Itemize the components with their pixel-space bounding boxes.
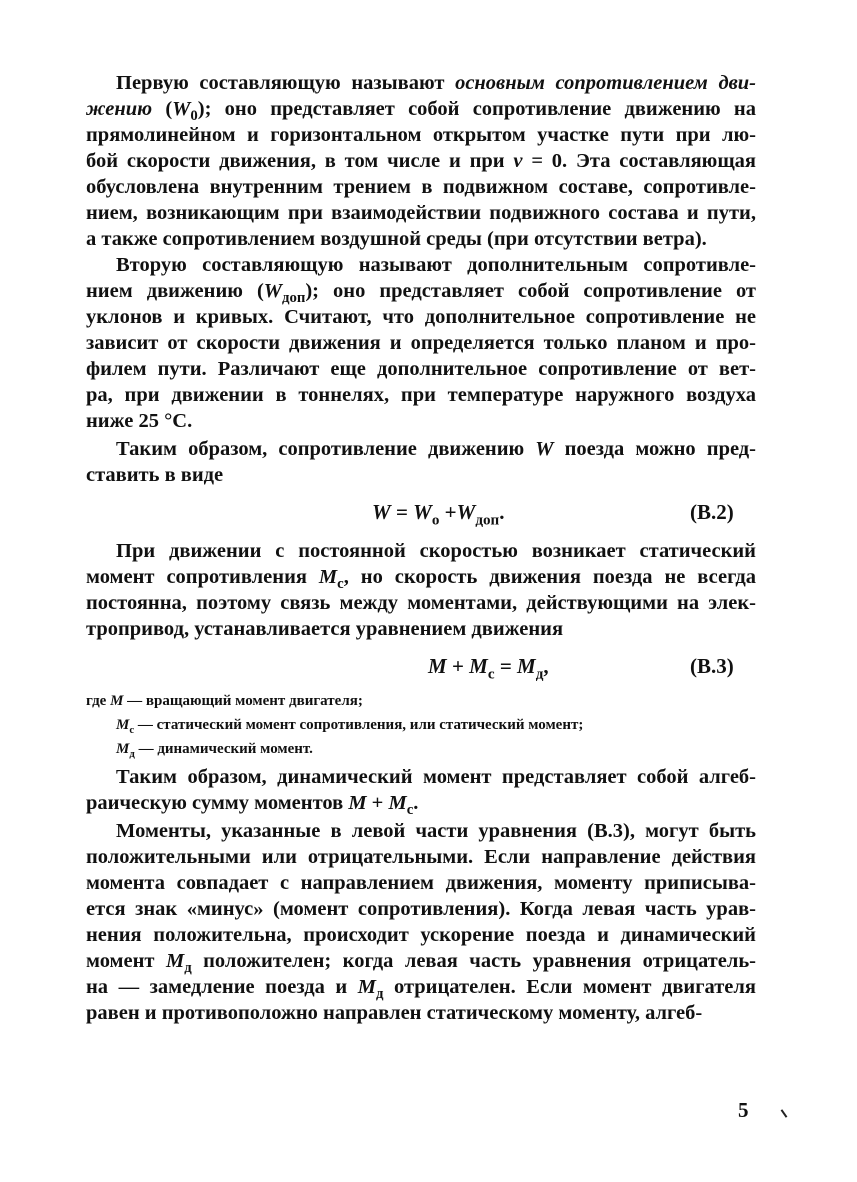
text-run: 0: [190, 108, 198, 125]
scan-mark: [781, 1109, 788, 1118]
text-run: о: [431, 512, 440, 529]
text-run: W: [413, 500, 432, 524]
text-run: на — замедление поезда и: [86, 976, 358, 998]
text-run: =: [390, 500, 414, 524]
text-run: (: [152, 98, 173, 120]
text-run: ,: [543, 654, 549, 678]
text-line-p1-4: [86, 148, 756, 174]
text-run: — динамический момент.: [134, 741, 313, 757]
text-run: M: [388, 792, 407, 814]
text-run: поезда можно пред-: [553, 438, 756, 460]
text-line-p4-4: [86, 616, 756, 642]
text-run: зависит от скорости движения и определяется только планом и про-: [86, 332, 756, 354]
text-run: раическую сумму моментов: [86, 792, 349, 814]
text-run: с: [487, 666, 495, 683]
text-run: положителен; когда левая часть уравнения отрицатель-: [191, 950, 756, 972]
text-run: =: [494, 654, 518, 678]
text-line-p1-7: [86, 226, 756, 252]
text-line-p4-1: [116, 538, 756, 564]
text-run: д: [129, 747, 135, 760]
text-run: +: [446, 654, 470, 678]
text-line-p5-2: [86, 790, 756, 819]
text-run: а также сопротивлением воздушной среды (при отсутствии ветра).: [86, 228, 707, 250]
text-run: Вторую составляющую называют дополнительным сопротивле-: [116, 254, 756, 276]
equation-b3: [428, 654, 549, 683]
text-run: ставить в виде: [86, 464, 224, 486]
text-run: положительными или отрицательными. Если направление действия: [86, 846, 756, 868]
text-run: момента совпадает с направлением движения, моменту приписыва-: [86, 872, 756, 894]
text-run: основным сопротивлением дви-: [455, 72, 757, 94]
text-line-p6-2: [86, 844, 756, 870]
text-run: M: [116, 741, 130, 757]
text-run: отрицателен. Если момент двигателя: [383, 976, 756, 998]
text-run: ниже 25 °С.: [86, 410, 193, 432]
text-line-p6-4: [86, 896, 756, 922]
text-line-p2-2: [86, 278, 757, 307]
text-line-p2-6: [86, 382, 756, 408]
text-line-p6-3: [86, 870, 756, 896]
text-run: с: [406, 802, 414, 819]
text-line-p2-1: [116, 252, 756, 278]
text-run: M: [165, 950, 185, 972]
text-run: д: [184, 960, 192, 977]
text-run: нения положительна, происходит ускорение поезда и динамический: [86, 924, 756, 946]
definition-line-where-2: [116, 714, 756, 736]
page-number: 5: [738, 1098, 749, 1122]
text-run: с: [129, 723, 135, 736]
text-run: — вращающий момент двигателя;: [123, 693, 363, 709]
definition-line-where-1: [86, 690, 756, 712]
text-line-p1-6: [86, 200, 756, 226]
text-run: — статический момент сопротивления, или статический момент;: [134, 717, 584, 733]
text-run: W: [456, 500, 476, 524]
text-run: W: [263, 280, 283, 302]
text-run: , но скорость движения поезда не всегда: [343, 566, 756, 588]
text-line-p5-1: [116, 764, 756, 790]
text-run: .: [413, 792, 419, 814]
text-run: нием движению (: [86, 280, 264, 302]
text-line-p2-7: [86, 408, 756, 434]
text-line-p2-3: [86, 304, 756, 330]
text-run: Таким образом, динамический момент представляет собой алгеб-: [116, 766, 756, 788]
text-run: момент сопротивления: [86, 566, 319, 588]
equation-number: (В.2): [690, 500, 734, 524]
text-line-p4-2: [86, 564, 756, 593]
text-run: v: [513, 150, 523, 172]
text-run: M: [110, 693, 124, 709]
text-run: д: [535, 666, 544, 683]
text-run: доп: [475, 512, 500, 529]
text-run: M: [357, 976, 376, 998]
text-line-p6-6: [86, 948, 756, 977]
text-run: ра, при движении в тоннелях, при температуре наружного воздуха: [86, 384, 756, 406]
text-run: M: [348, 792, 367, 814]
text-line-p1-5: [86, 174, 756, 200]
text-run: филем пути. Различают еще дополнительное сопротивление от вет-: [86, 358, 756, 380]
text-run: Моменты, указанные в левой части уравнения (В.3), могут быть: [116, 820, 756, 842]
text-run: ется знак «минус» (момент сопротивления). Когда левая часть урав-: [86, 898, 756, 920]
text-run: = 0. Эта составляющая: [522, 150, 756, 172]
text-line-p4-3: [86, 590, 756, 616]
text-line-p1-2: [86, 96, 756, 125]
text-run: уклонов и кривых. Считают, что дополнительное сопротивление не: [86, 306, 756, 328]
text-run: M: [469, 654, 488, 678]
text-run: обусловлена внутренним трением в подвижном составе, сопротивле-: [86, 176, 756, 198]
text-line-p6-8: [86, 1000, 756, 1026]
text-run: M: [116, 717, 130, 733]
text-line-p1-3: [86, 122, 756, 148]
text-line-p3-1: [116, 436, 756, 462]
text-run: бой скорости движения, в том числе и при: [86, 150, 514, 172]
text-run: При движении с постоянной скоростью возникает статический: [116, 540, 756, 562]
text-line-p6-1: [116, 818, 756, 844]
text-run: равен и противоположно направлен статическому моменту, алгеб-: [86, 1002, 703, 1024]
text-run: прямолинейном и горизонтальном открытом участке пути при лю-: [86, 124, 756, 146]
text-run: W: [172, 98, 191, 120]
text-run: .: [499, 500, 505, 524]
text-run: M: [428, 654, 447, 678]
text-run: Таким образом, сопротивление движению: [116, 438, 536, 460]
text-run: д: [375, 986, 384, 1003]
text-line-p6-7: [86, 974, 756, 1003]
text-run: где: [86, 693, 111, 709]
text-run: Первую составляющую называют: [116, 72, 456, 94]
text-line-p2-4: [86, 330, 756, 356]
text-run: тропривод, устанавливается уравнением движения: [86, 618, 564, 640]
text-run: W: [372, 500, 391, 524]
text-run: +: [366, 792, 389, 814]
text-run: момент: [86, 950, 166, 972]
text-line-p6-5: [86, 922, 756, 948]
text-run: с: [337, 576, 344, 593]
text-run: ); оно представляет собой сопротивление от: [305, 280, 757, 302]
text-run: M: [517, 654, 536, 678]
equation-number: (В.3): [690, 654, 734, 678]
text-run: M: [318, 566, 338, 588]
text-run: ); оно представляет собой сопротивление движению на: [197, 98, 756, 120]
text-run: доп: [282, 290, 306, 307]
text-run: нием, возникающим при взаимодействии подвижного состава и пути,: [86, 202, 756, 224]
text-run: +: [439, 500, 457, 524]
text-run: постоянна, поэтому связь между моментами, действующими на элек-: [86, 592, 756, 614]
equation-b2: [372, 500, 505, 529]
text-line-p2-5: [86, 356, 756, 382]
definition-line-where-3: [116, 738, 756, 760]
text-line-p1-1: [116, 70, 756, 96]
text-line-p3-2: [86, 462, 756, 488]
text-run: W: [535, 438, 554, 460]
text-run: жению: [86, 98, 153, 120]
